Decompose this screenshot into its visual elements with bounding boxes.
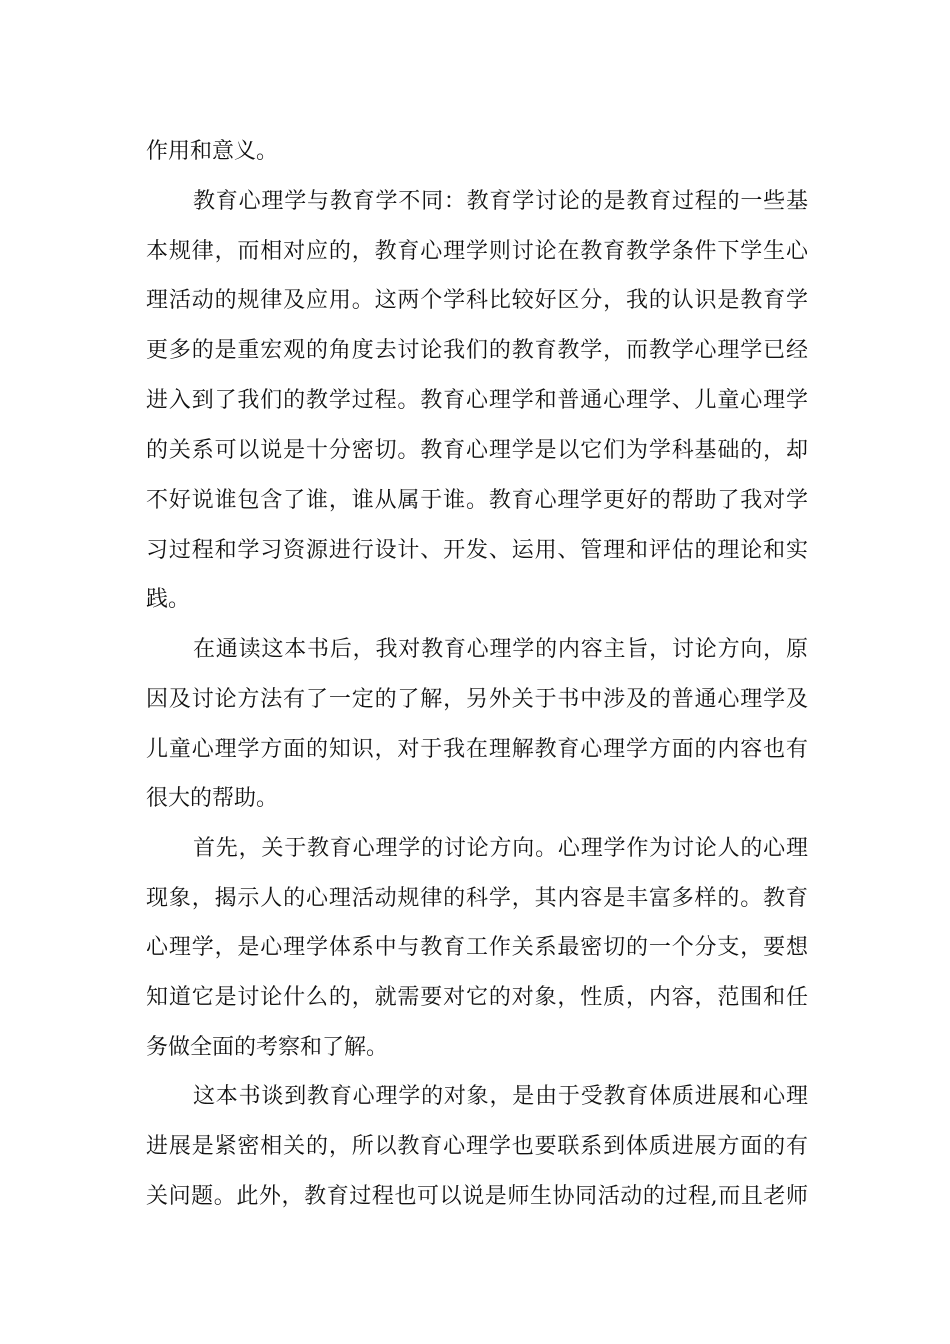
text-line: 儿童心理学方面的知识，对于我在理解教育心理学方面的内容也有 — [146, 737, 808, 762]
text-line: 关问题。此外，教育过程也可以说是师生协同活动的过程,而且老师 — [146, 1184, 808, 1209]
paragraph-first-line: 在通读这本书后，我对教育心理学的内容主旨，讨论方向，原 — [193, 637, 808, 662]
text-line: 很大的帮助。 — [146, 786, 279, 811]
text-line: 的关系可以说是十分密切。教育心理学是以它们为学科基础的，却 — [146, 438, 808, 463]
text-line: 进入到了我们的教学过程。教育心理学和普通心理学、儿童心理学 — [146, 388, 808, 413]
text-line: 因及讨论方法有了一定的了解，另外关于书中涉及的普通心理学及 — [146, 687, 808, 712]
text-line: 践。 — [146, 587, 191, 612]
text-line: 心理学，是心理学体系中与教育工作关系最密切的一个分支，要想 — [146, 935, 808, 960]
text-line: 更多的是重宏观的角度去讨论我们的教育教学，而教学心理学已经 — [146, 338, 808, 363]
text-line: 习过程和学习资源进行设计、开发、运用、管理和评估的理论和实 — [146, 538, 808, 563]
text-line: 知道它是讨论什么的，就需要对它的对象，性质，内容，范围和任 — [146, 985, 808, 1010]
text-line: 本规律，而相对应的，教育心理学则讨论在教育教学条件下学生心 — [146, 239, 808, 264]
text-line: 务做全面的考察和了解。 — [146, 1035, 389, 1060]
paragraph-first-line: 这本书谈到教育心理学的对象，是由于受教育体质进展和心理 — [193, 1084, 808, 1109]
text-line: 理活动的规律及应用。这两个学科比较好区分，我的认识是教育学 — [146, 288, 808, 313]
text-line: 作用和意义。 — [146, 139, 279, 164]
text-line: 不好说谁包含了谁，谁从属于谁。教育心理学更好的帮助了我对学 — [146, 488, 808, 513]
paragraph-first-line: 首先，关于教育心理学的讨论方向。心理学作为讨论人的心理 — [193, 836, 808, 861]
text-line: 进展是紧密相关的，所以教育心理学也要联系到体质进展方面的有 — [146, 1134, 808, 1159]
text-line: 现象，揭示人的心理活动规律的科学，其内容是丰富多样的。教育 — [146, 886, 808, 911]
paragraph-first-line: 教育心理学与教育学不同：教育学讨论的是教育过程的一些基 — [193, 189, 808, 214]
